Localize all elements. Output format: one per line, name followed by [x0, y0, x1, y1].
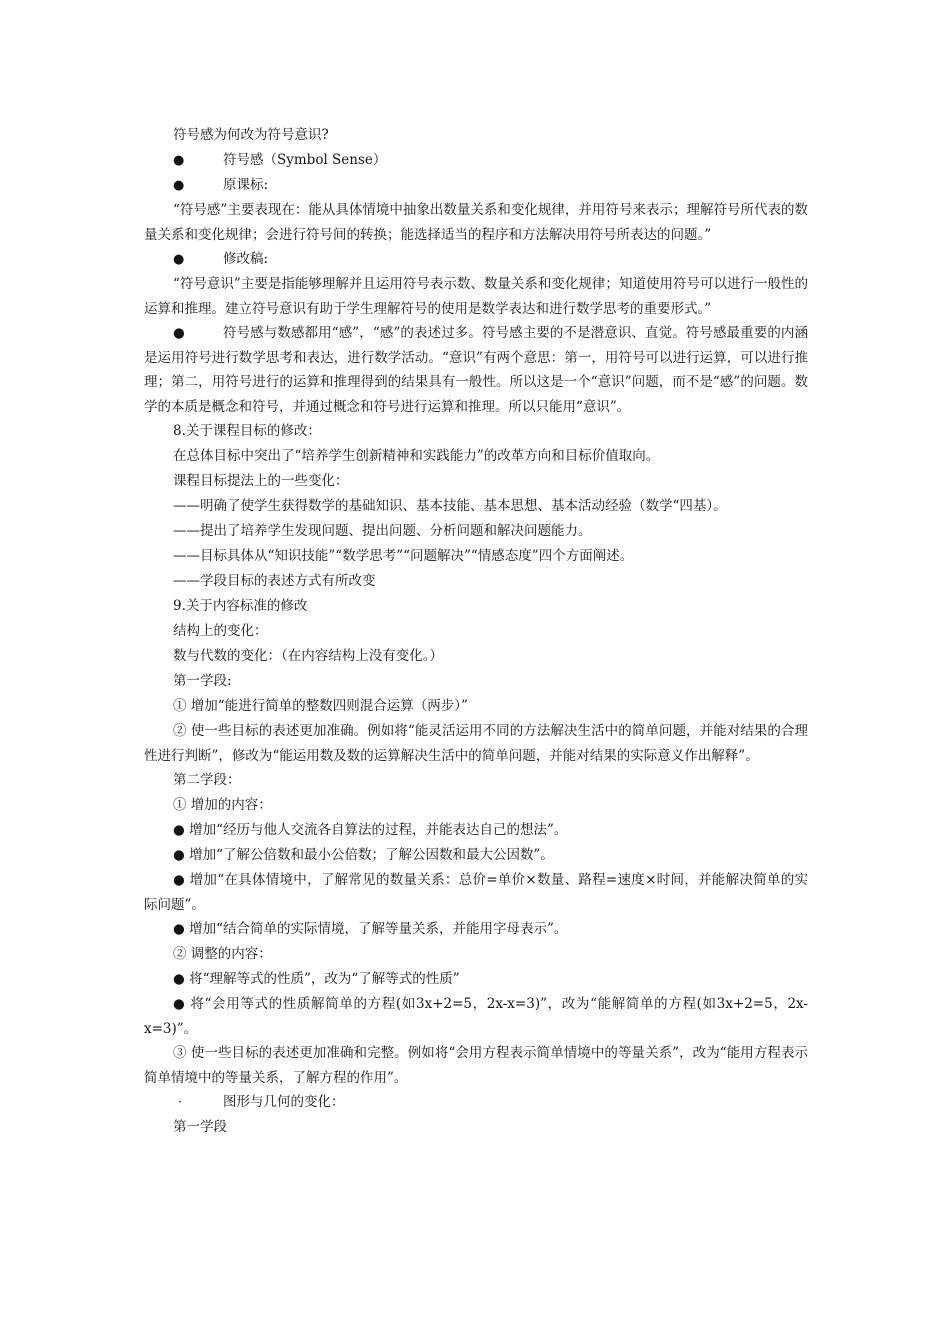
subheading-stage-1: 第一学段:	[173, 673, 232, 689]
document-page	[144, 123, 808, 1140]
text-line: 结构上的变化：	[173, 623, 268, 639]
bullet-text: 修改稿:	[223, 251, 269, 267]
bullet-line: ● 将“理解等式的性质”，改为“了解等式的性质”	[173, 971, 460, 987]
bullet-line: ● 增加“结合简单的实际情境，了解等量关系，并能用字母表示”。	[173, 921, 568, 937]
bullet-text: 符号感（Symbol Sense）	[223, 152, 387, 168]
text-line: 课程目标提法上的一些变化：	[173, 473, 349, 489]
paragraph-bullet: ● 将“会用等式的性质解简单的方程(如3x+2=5，2x-x=3)”，改为“能解简单的方程(如3x+2=5，2x-x=3)”。	[144, 996, 808, 1037]
bullet-icon: ●	[173, 252, 185, 267]
paragraph-bullet: ● 增加“在具体情境中，了解常见的数量关系：总价=单价×数量、路程=速度×时间，并能解决简单的实际问题”。	[144, 872, 808, 913]
numbered-item: ① 增加的内容：	[173, 797, 272, 813]
text-line: 数与代数的变化：（在内容结构上没有变化。）	[173, 648, 443, 664]
dash-item: ——学段目标的表述方式有所改变	[173, 573, 376, 589]
numbered-item: ① 增加“能进行简单的整数四则混合运算（两步）”	[173, 698, 468, 714]
paragraph-original-standard: “符号感”主要表现在：能从具体情境中抽象出数量关系和变化规律，并用符号来表示；理解符号所代表的数量关系和变化规律；会进行符号间的转换；能选择适当的程序和方法解决用符号所表达的问题。”	[144, 202, 808, 243]
bullet-icon: ●	[173, 325, 185, 341]
paragraph-revised-draft: “符号意识”主要是指能够理解并且运用符号表示数、数量关系和变化规律；知道使用符号可以进行一般性的运算和推理。建立符号意识有助于学生理解符号的使用是数学表达和进行数学思考的重要形式。”	[144, 276, 808, 317]
dash-item: ——提出了培养学生发现问题、提出问题、分析问题和解决问题能力。	[173, 523, 592, 539]
paragraph-numbered: ③ 使一些目标的表述更加准确和完整。例如将“会用方程表示简单情境中的等量关系”，改为“能用方程表示简单情境中的等量关系，了解方程的作用”。	[144, 1045, 808, 1086]
bullet-item	[144, 247, 808, 272]
bullet-item	[144, 148, 808, 173]
dash-item: ——明确了使学生获得数学的基础知识、基本技能、基本思想、基本活动经验（数学“四基）。	[173, 498, 727, 514]
paragraph-explanation-text: 符号感与数感都用“感”，“感”的表述过多。符号感主要的不是潜意识、直觉。符号感最重要的内涵是运用符号进行数学思考和表达，进行数学活动。“意识”有两个意思：第一，用符号可以进行运算，可以进行推理；第二，用符号进行的运算和推理得到的结果具有一般性。所以这是一个“意识”问题，而不是“感”的问题。数学的本质是概念和符号，并通过概念和符号进行运算和推理。所以只能用“意识”。	[144, 325, 808, 415]
section-heading-9: 9.关于内容标准的修改	[173, 598, 308, 614]
bullet-item	[144, 173, 808, 198]
subheading-stage-2: 第二学段：	[173, 772, 241, 788]
bullet-line: ● 增加“了解公倍数和最小公倍数；了解公因数和最大公因数”。	[173, 847, 554, 863]
dash-item: ——目标具体从“知识技能”“数学思考”“问题解决”“情感态度”四个方面阐述。	[173, 548, 634, 564]
paragraph-explanation	[144, 321, 808, 419]
section-heading-8: 8.关于课程目标的修改：	[173, 423, 321, 439]
paragraph-numbered: ② 使一些目标的表述更加准确。例如将“能灵活运用不同的方法解决生活中的简单问题，并能对结果的合理性进行判断”，修改为“能运用数及数的运算解决生活中的简单问题，并能对结果的实际意义作出解释”。	[144, 723, 808, 764]
bullet-line: ● 增加“经历与他人交流各自算法的过程，并能表达自己的想法”。	[173, 822, 568, 838]
bullet-text: 图形与几何的变化：	[223, 1094, 345, 1110]
numbered-item: ② 调整的内容：	[173, 946, 272, 962]
bullet-icon: ·	[178, 1095, 182, 1109]
text-line: 在总体目标中突出了“培养学生创新精神和实践能力”的改革方向和目标价值取向。	[173, 448, 660, 464]
subheading-stage-1-geometry: 第一学段	[173, 1119, 227, 1135]
bullet-text: 原课标:	[223, 177, 269, 193]
heading-symbol-sense-question: 符号感为何改为符号意识?	[173, 127, 329, 143]
bullet-icon: ●	[173, 178, 185, 193]
bullet-icon: ●	[173, 153, 185, 168]
bullet-item	[144, 1090, 808, 1115]
